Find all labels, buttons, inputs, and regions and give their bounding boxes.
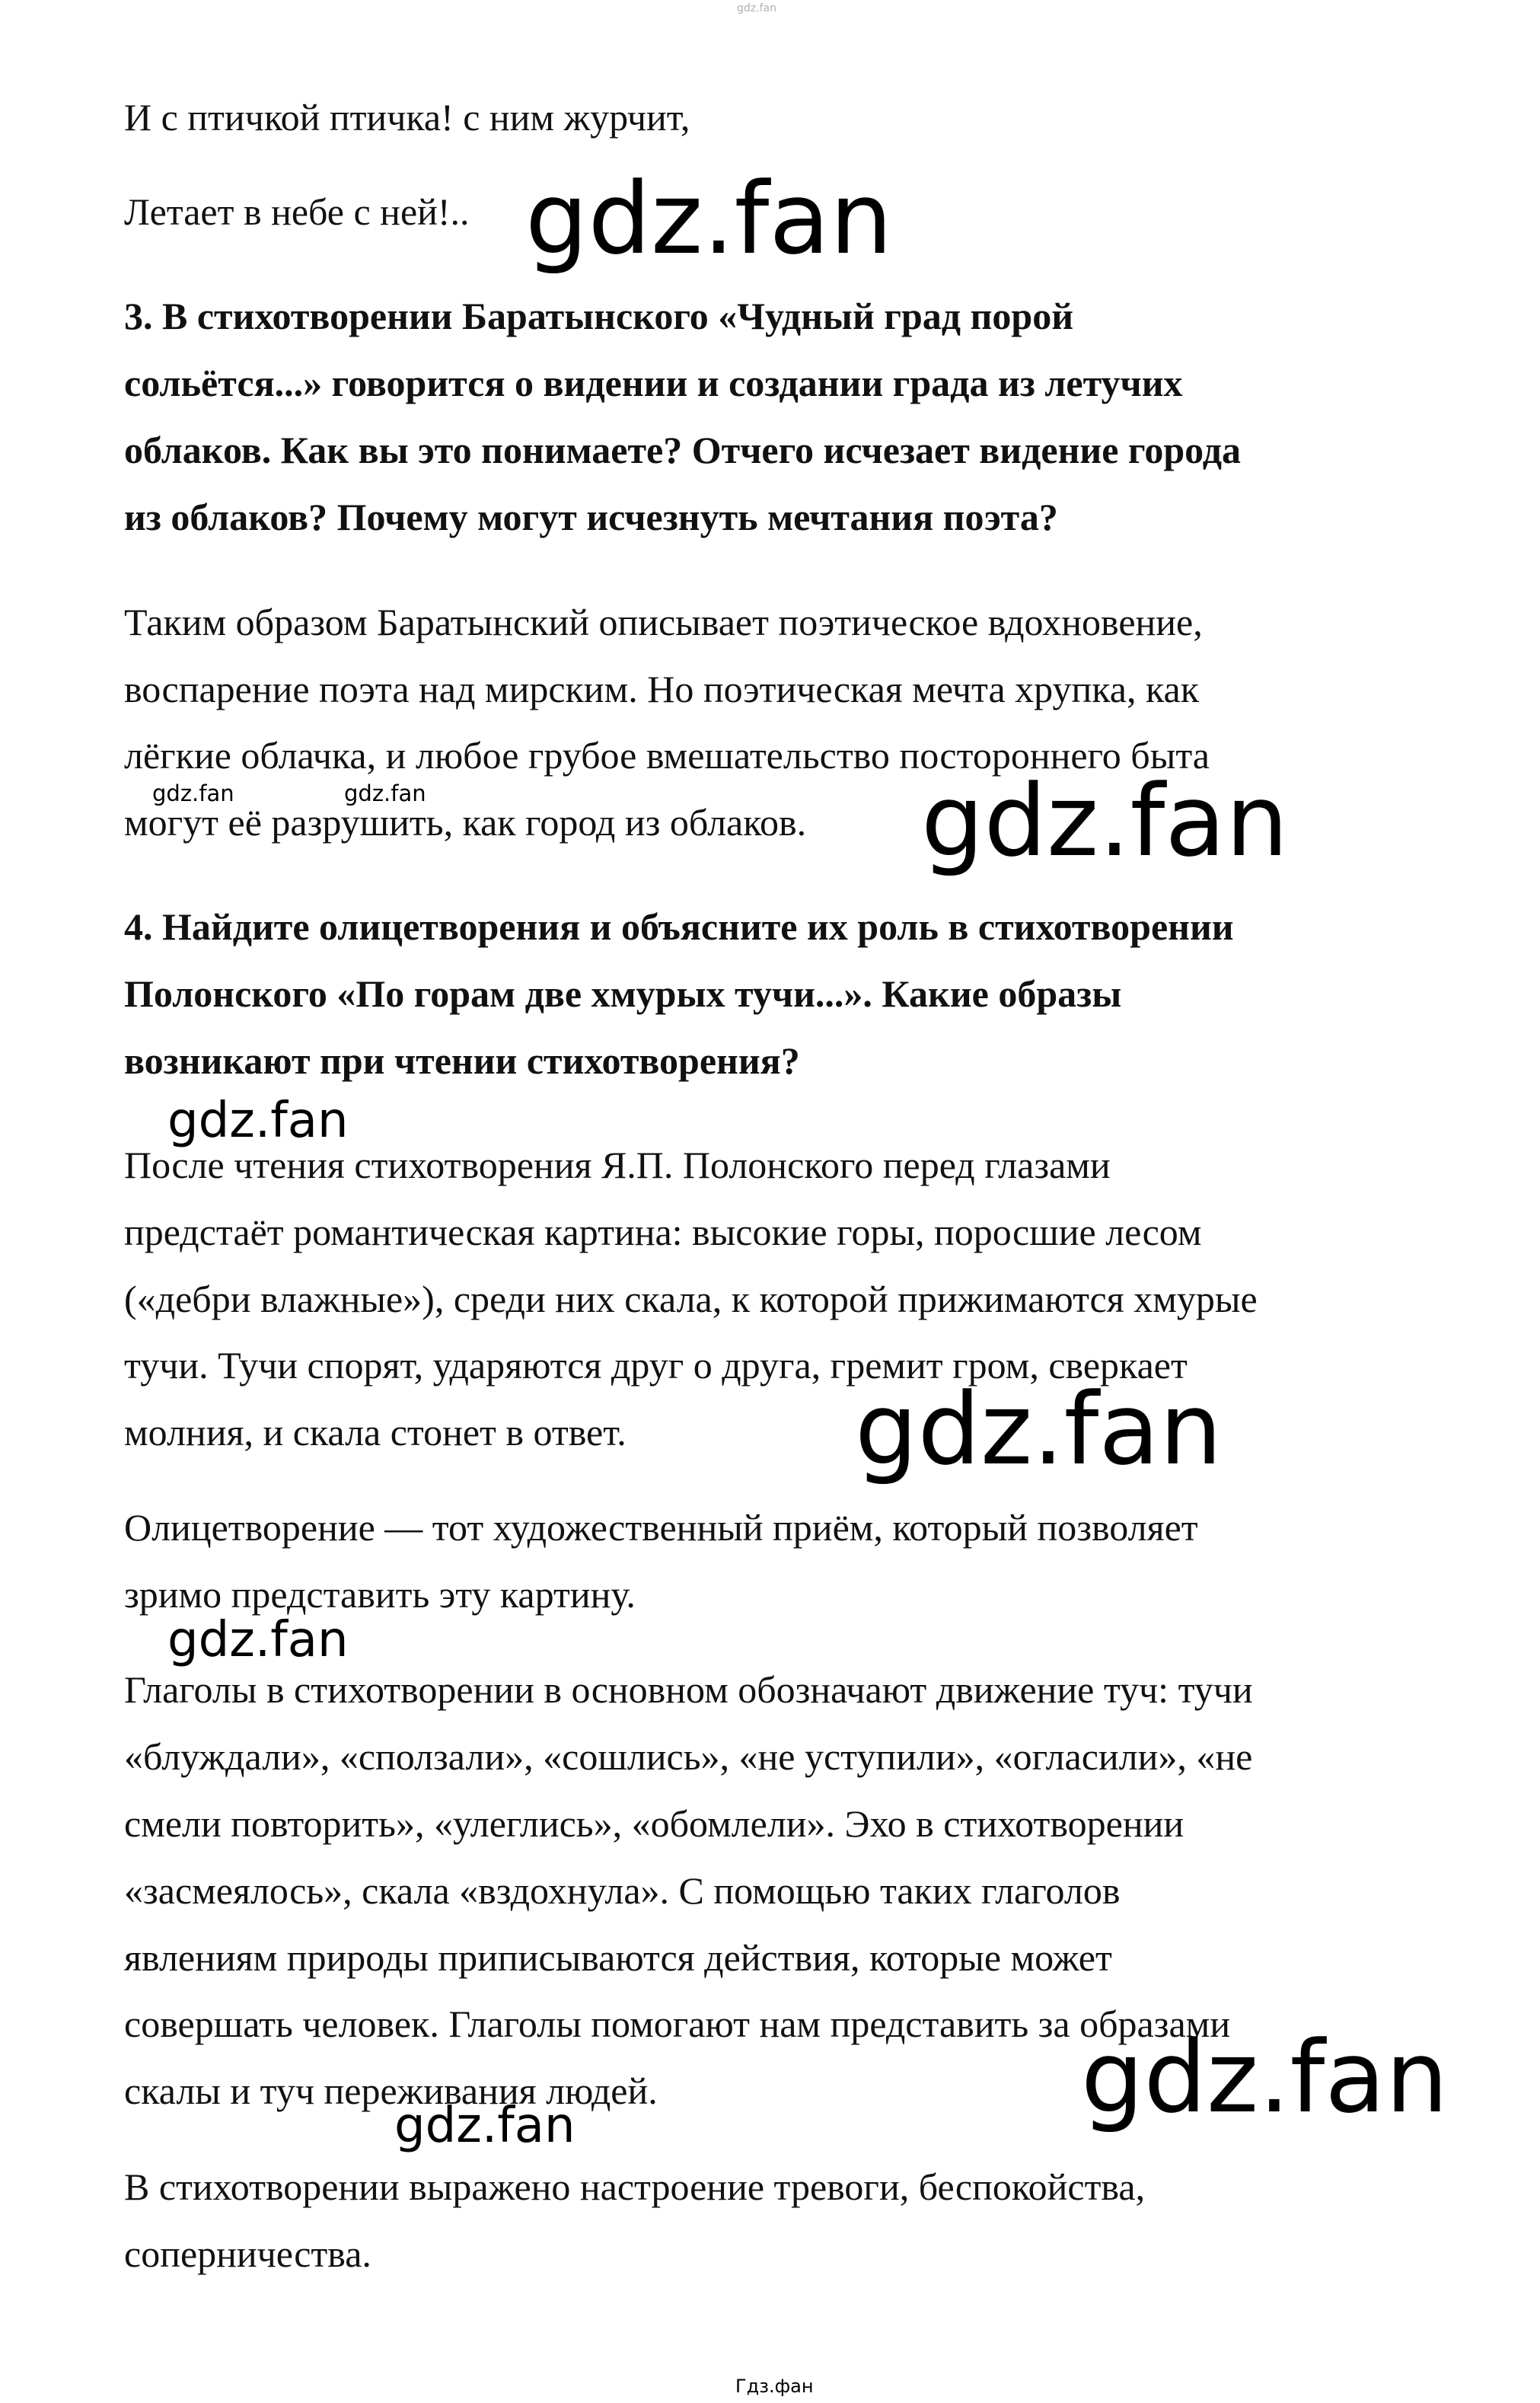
answer-4-line: После чтения стихотворения Я.П. Полонского перед глазами [124,1144,1111,1186]
answer-4-line: зримо представить эту картину. [124,1573,636,1616]
watermark: gdz.fan [344,780,426,806]
answer-4-line: Глаголы в стихотворении в основном обозначают движение туч: тучи [124,1668,1253,1711]
answer-4-line: молния, и скала стонет в ответ. [124,1411,627,1454]
answer-4-line: явлениям природы приписываются действия, которые может [124,1936,1112,1979]
answer-4-line: скалы и туч переживания людей. [124,2070,658,2112]
watermark: gdz.fan [855,1371,1223,1487]
question-3-line: облаков. Как вы это понимаете? Отчего исчезает видение города [124,429,1242,471]
answer-4-line: смели повторить», «улеглись», «обомлели». Эхо в стихотворении [124,1802,1184,1845]
answer-4-line: В стихотворении выражено настроение тревоги, беспокойства, [124,2165,1146,2208]
question-3-line: 3. В стихотворении Баратынского «Чудный град порой [124,295,1073,337]
watermark: gdz.fan [167,1093,349,1149]
answer-3-line: могут её разрушить, как город из облаков. [124,801,807,844]
question-3-line: из облаков? Почему могут исчезнуть мечтания поэта? [124,496,1058,538]
answer-3-line: воспарение поэта над мирским. Но поэтическая мечта хрупка, как [124,668,1199,710]
watermark-footer: Гдз.фан [735,2376,814,2397]
watermark: gdz.fan [394,2098,576,2154]
answer-4-line: предстаёт романтическая картина: высокие горы, поросшие лесом [124,1211,1202,1253]
watermark: gdz.fan [525,161,893,276]
watermark: gdz.fan [167,1612,349,1668]
question-4-line: возникают при чтении стихотворения? [124,1039,800,1082]
question-4-line: Полонского «По горам две хмурых тучи...». Какие образы [124,972,1122,1015]
answer-3-line: лёгкие облачка, и любое грубое вмешательство постороннего быта [124,734,1210,777]
answer-4-line: Олицетворение — тот художественный приём, который позволяет [124,1506,1198,1549]
poem-line: И с птичкой птичка! с ним журчит, [124,96,690,139]
watermark: gdz.fan [1081,2019,1449,2135]
answer-4-line: тучи. Тучи спорят, ударяются друг о друга, гремит гром, сверкает [124,1344,1188,1387]
answer-3-line: Таким образом Баратынский описывает поэтическое вдохновение, [124,601,1203,643]
answer-4-line: «засмеялось», скала «вздохнула». С помощью таких глаголов [124,1869,1121,1912]
answer-4-line: соперничества. [124,2232,371,2275]
answer-4-line: («дебри влажные»), среди них скала, к которой прижимаются хмурые [124,1278,1258,1320]
answer-4-line: совершать человек. Глаголы помогают нам представить за образами [124,2002,1231,2045]
answer-4-line: «блуждали», «сползали», «сошлись», «не уступили», «огласили», «не [124,1735,1253,1778]
watermark: gdz.fan [921,763,1289,879]
poem-line: Летает в небе с ней!.. [124,190,470,233]
question-3-line: сольётся...» говорится о видении и создании града из летучих [124,362,1183,404]
watermark-top: gdz.fan [737,2,776,14]
watermark: gdz.fan [152,780,234,806]
question-4-line: 4. Найдите олицетворения и объясните их роль в стихотворении [124,905,1234,948]
